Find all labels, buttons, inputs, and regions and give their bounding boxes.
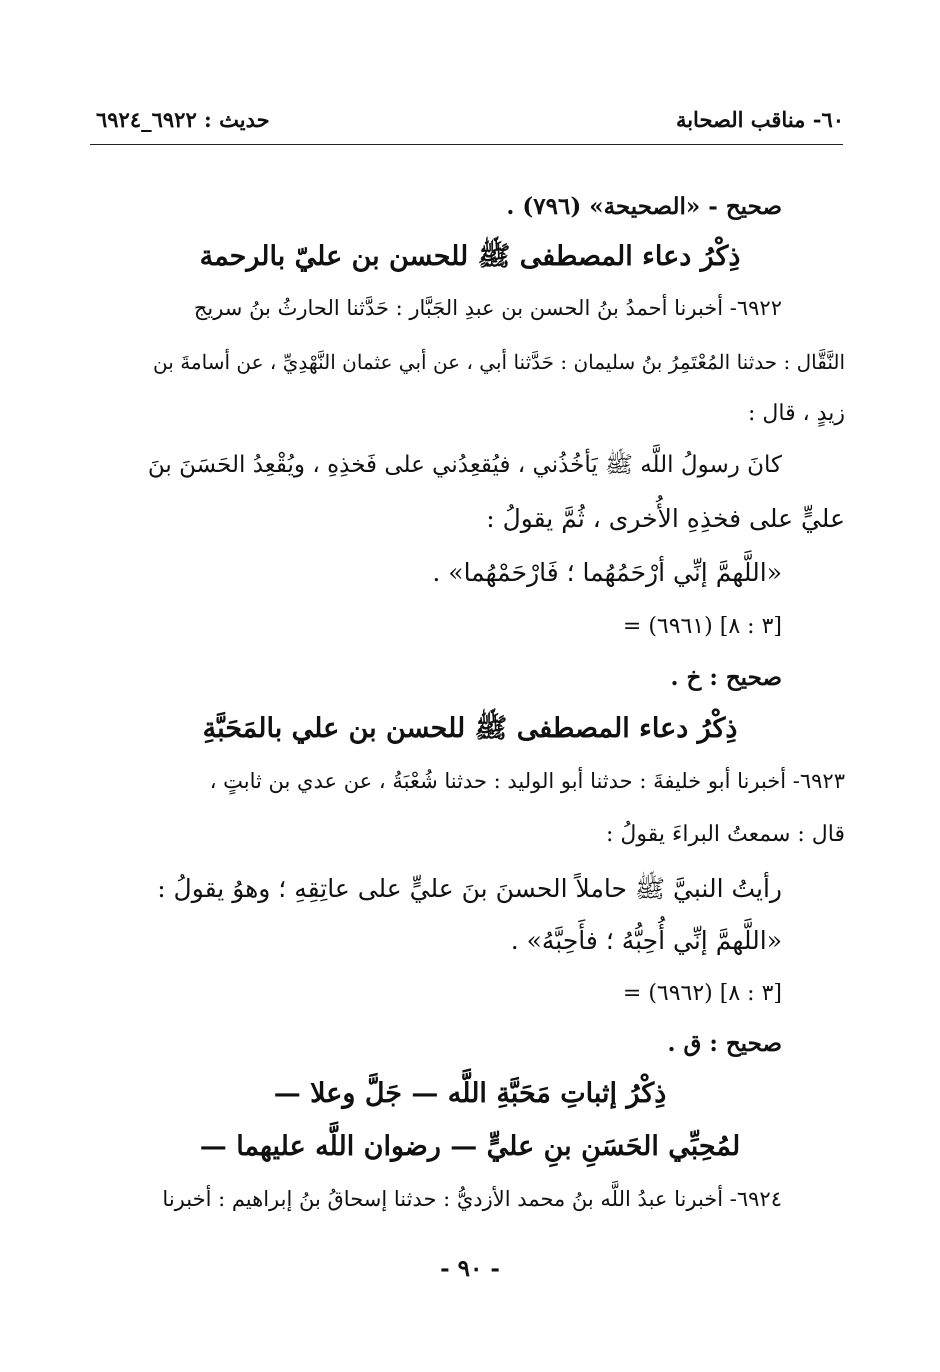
authenticity-verdict: صحيح : خ . xyxy=(670,664,782,691)
isnad-line: النَّقَّال : حدثنا المُعْتَمِرُ بنُ سليمان : حَدَّثنا أبي ، عن أبي عثمان النَّهْدِيِّ ، عن أسامةَ بن xyxy=(153,350,845,374)
running-header-chapter: ٦٠- مناقب الصحابة xyxy=(675,107,844,132)
isnad-line: ٦٩٢٣- أخبرنا أبو خليفةَ : حدثنا أبو الوليد : حدثنا شُعْبَةُ ، عن عدي بن ثابتٍ ، xyxy=(209,769,845,793)
section-heading: ذِكْرُ دعاء المصطفى ﷺ للحسن بن عليّ بالرحمة xyxy=(199,241,741,272)
supplication-quote: «اللَّهمَّ إنِّي أُحِبُّهُ ؛ فأَحِبَّهُ» . xyxy=(510,926,782,955)
section-heading: لمُحِبِّي الحَسَنِ بنِ عليٍّ — رضوان اللَّه عليهما — xyxy=(199,1131,741,1162)
isnad-line: قال : سمعتُ البراءَ يقولُ : xyxy=(605,822,845,847)
matn-line: رأيتُ النبيَّ ﷺ حاملاً الحسنَ بنَ عليٍّ على عاتِقِهِ ؛ وهوُ يقولُ : xyxy=(157,874,782,903)
running-header-hadith-range: حديث : ٦٩٢٢_٦٩٢٤ xyxy=(96,107,270,132)
isnad-line: زيدٍ ، قال : xyxy=(748,401,845,426)
isnad-line: ٦٩٢٢- أخبرنا أحمدُ بنُ الحسن بن عبدِ الجَبَّار : حَدَّثنا الحارثُ بنُ سريج xyxy=(193,296,782,320)
matn-line: عليٍّ على فخذِهِ الأُخرى ، ثُمَّ يقولُ : xyxy=(486,504,845,533)
supplication-quote: «اللَّهمَّ إنِّي أرْحَمُهُما ؛ فَارْحَمْهُما» . xyxy=(432,558,782,587)
section-heading: ذِكْرُ إثباتِ مَحَبَّةِ اللَّه — جَلَّ وعلا — xyxy=(273,1078,667,1109)
isnad-line: ٦٩٢٤- أخبرنا عبدُ اللَّه بنُ محمد الأزديُّ : حدثنا إسحاقُ بنُ إبراهيم : أخبرنا xyxy=(162,1187,782,1211)
authenticity-verdict: صحيح - «الصحيحة» (٧٩٦) . xyxy=(506,193,782,220)
header-divider xyxy=(90,144,843,145)
authenticity-verdict: صحيح : ق . xyxy=(667,1030,782,1057)
matn-line: كانَ رسولُ اللَّه ﷺ يَأخُذُني ، فيُقعِدُني على فَخذِهِ ، ويُقْعِدُ الحَسَنَ بنَ xyxy=(147,452,782,478)
cross-reference: = (٦٩٦٢) [٣ : ٨] xyxy=(622,981,782,1006)
cross-reference: = (٦٩٦١) [٣ : ٨] xyxy=(622,614,782,639)
section-heading: ذِكْرُ دعاء المصطفى ﷺ للحسن بن علي بالمَحَبَّةِ xyxy=(202,713,738,744)
page-number: - ٩٠ - xyxy=(440,1255,500,1282)
